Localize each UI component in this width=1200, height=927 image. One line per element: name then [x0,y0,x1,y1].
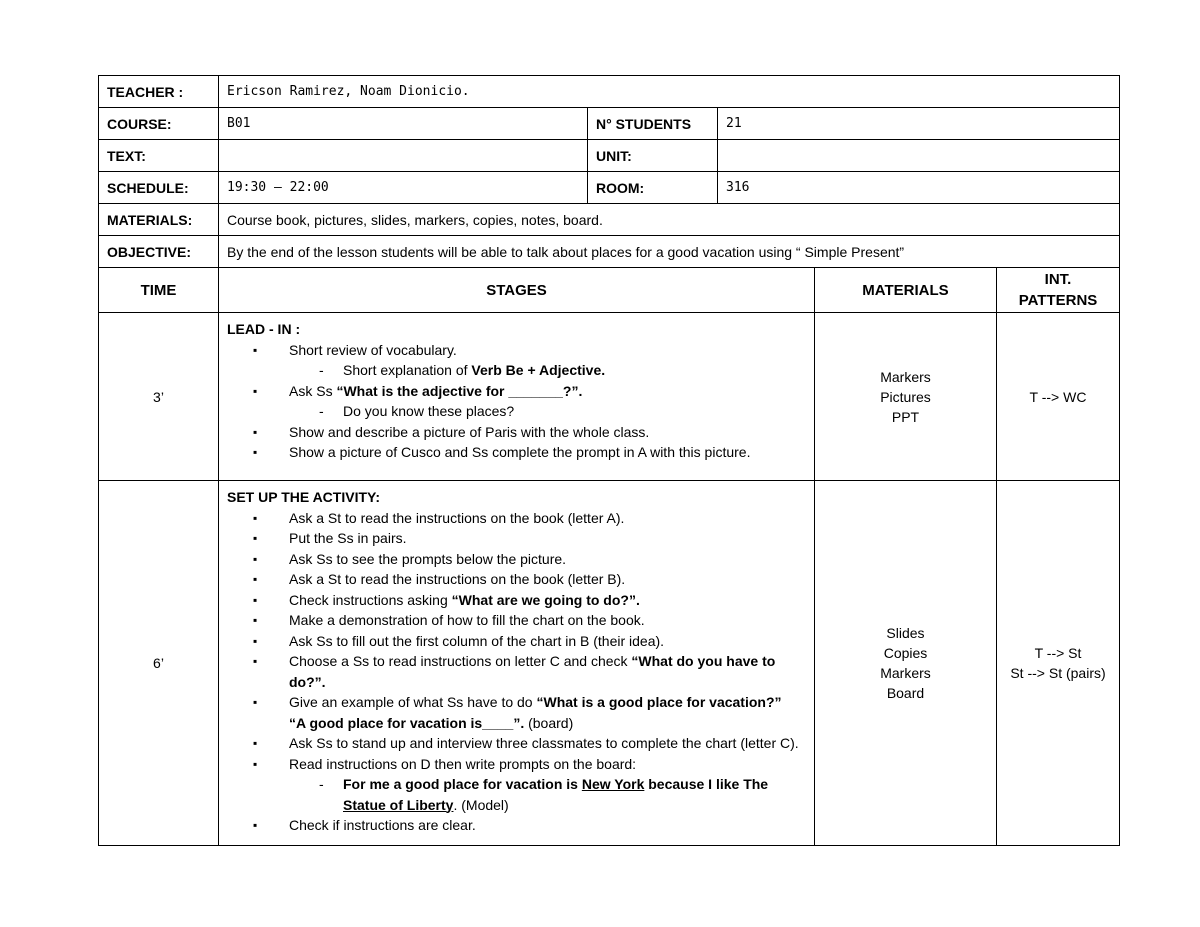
list-item: ▪ Short review of vocabulary. [227,340,806,361]
list-item: - Short explanation of Verb Be + Adjective. [227,360,806,381]
stage-content [219,313,815,481]
list-item: ▪ Choose a Ss to read instructions on letter C and check “What do you have to do?”. [227,651,806,692]
material-item: Slides [886,625,925,641]
stage-time: 6’ [99,481,219,846]
col-materials: MATERIALS [815,268,997,313]
students-value: 21 [718,108,1120,140]
teacher-row [99,76,1120,108]
materials-label: MATERIALS: [99,204,219,236]
material-item: PPT [891,408,920,425]
objective-label: OBJECTIVE: [99,236,219,268]
text-row [99,140,1120,172]
list-item: ▪ Show a picture of Cusco and Ss complete the prompt in A with this picture. [227,442,806,463]
col-stages: STAGES [219,268,815,313]
stage-materials [815,313,997,481]
stage-row-setup [99,481,1120,846]
material-item: Markers [880,368,931,385]
list-item: - Do you know these places? [227,401,806,422]
text-label: TEXT: [99,140,219,172]
material-item: Copies [883,645,928,661]
stage-time: 3’ [99,313,219,481]
materials-value: Course book, pictures, slides, markers, copies, notes, board. [219,204,1120,236]
pattern-item: T --> WC [1029,388,1087,405]
list-item: - For me a good place for vacation is New York because I like The Statue of Liberty. (Model) [227,774,806,815]
list-item: ▪ Check instructions asking “What are we going to do?”. [227,590,806,611]
students-label: N° STUDENTS [588,108,718,140]
stage-materials [815,481,997,846]
material-item: Markers [880,665,931,681]
col-int-patterns [997,268,1120,313]
list-item: ▪ Ask a St to read the instructions on the book (letter A). [227,508,806,529]
material-item: Pictures [880,388,931,405]
course-label: COURSE: [99,108,219,140]
stage-content [219,481,815,846]
text-value [219,140,588,172]
objective-row [99,236,1120,268]
unit-value [718,140,1120,172]
stage-title: SET UP THE ACTIVITY: [227,489,380,505]
schedule-row [99,172,1120,204]
schedule-value: 19:30 – 22:00 [219,172,588,204]
pattern-item: T --> St [1034,645,1082,661]
material-item: Board [886,685,925,701]
list-item: ▪ Give an example of what Ss have to do “What is a good place for vacation?” “A good place for vacation is____”. (board) [227,692,806,733]
teacher-label: TEACHER : [99,76,219,108]
col-patterns-label: PATTERNS [1018,292,1098,309]
list-item: ▪ Read instructions on D then write prompts on the board: [227,754,806,775]
stage-row-lead-in [99,313,1120,481]
course-row [99,108,1120,140]
objective-value: By the end of the lesson students will be able to talk about places for a good vacation using “ Simple Present” [219,236,1120,268]
col-time: TIME [99,268,219,313]
stage-patterns [997,313,1120,481]
stage-list [227,508,806,836]
list-item: ▪ Ask a St to read the instructions on the book (letter B). [227,569,806,590]
list-item: ▪ Check if instructions are clear. [227,815,806,836]
lesson-plan [98,75,1119,846]
list-item: ▪ Ask Ss “What is the adjective for _______?”. [227,381,806,402]
list-item: ▪ Show and describe a picture of Paris with the whole class. [227,422,806,443]
stages-table [98,267,1120,846]
teacher-value: Ericson Ramirez, Noam Dionicio. [219,76,1120,108]
list-item: ▪ Ask Ss to see the prompts below the picture. [227,549,806,570]
list-item: ▪ Ask Ss to stand up and interview three classmates to complete the chart (letter C). [227,733,806,754]
list-item: ▪ Ask Ss to fill out the first column of the chart in B (their idea). [227,631,806,652]
schedule-label: SCHEDULE: [99,172,219,204]
col-int-label: INT. [1044,271,1072,288]
room-value: 316 [718,172,1120,204]
stage-list [227,340,806,463]
pattern-item: St --> St (pairs) [1010,665,1106,681]
unit-label: UNIT: [588,140,718,172]
list-item: ▪ Make a demonstration of how to fill the chart on the book. [227,610,806,631]
course-value: B01 [219,108,588,140]
room-label: ROOM: [588,172,718,204]
stage-title: LEAD - IN : [227,321,301,337]
materials-row [99,204,1120,236]
column-header-row [99,268,1120,313]
stage-patterns [997,481,1120,846]
header-table [98,75,1120,268]
list-item: ▪ Put the Ss in pairs. [227,528,806,549]
